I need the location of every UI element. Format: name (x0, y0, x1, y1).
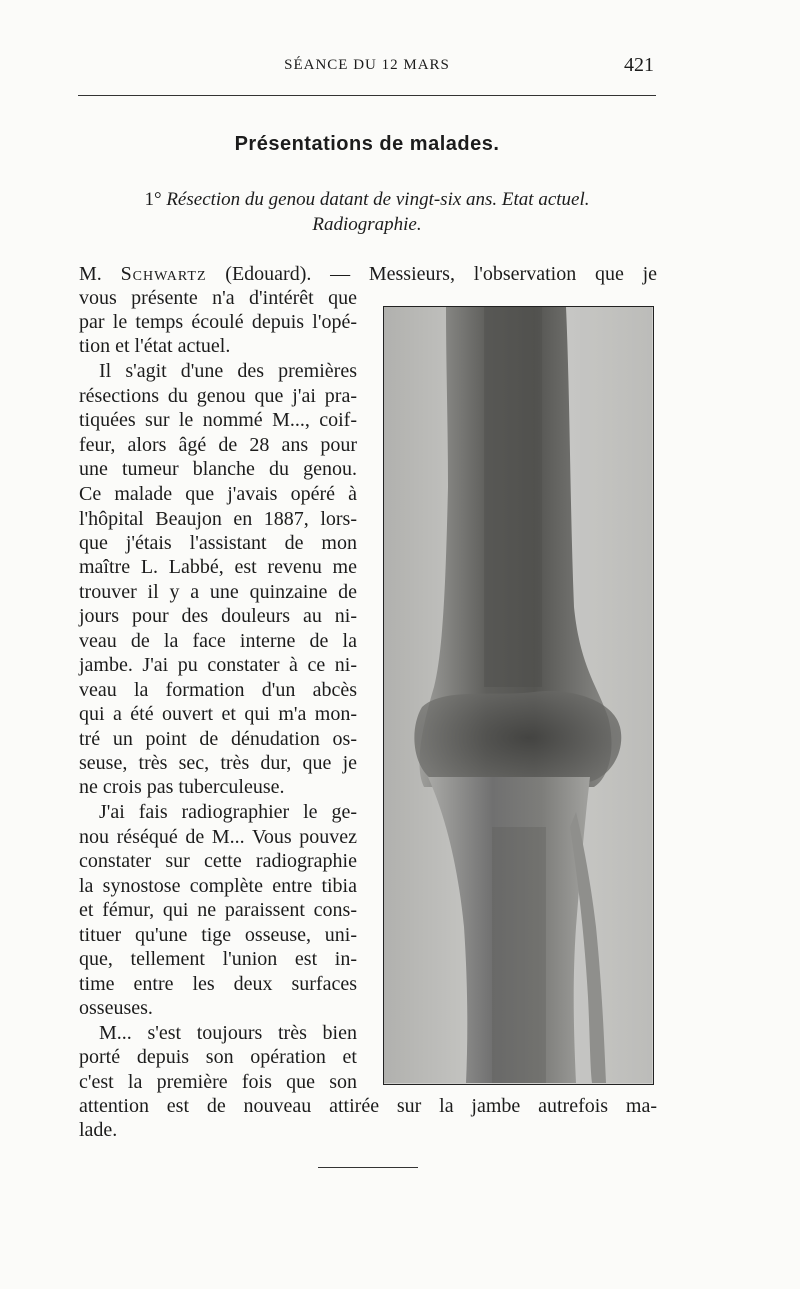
subheading-number: 1° (144, 189, 162, 210)
body-line: une tumeur blanche du genou. (79, 458, 357, 480)
knee-radiograph (383, 306, 654, 1085)
speaker-line (79, 262, 657, 286)
body-line: que j'étais l'assistant de mon (79, 532, 357, 554)
body-line: trouver il y a une quinzaine de (79, 581, 357, 603)
body-line: tré un point de dénudation os- (79, 728, 357, 750)
body-line: M... s'est toujours très bien (99, 1022, 357, 1044)
body-line: veau la formation d'un abcès (79, 679, 357, 701)
body-line: la synostose complète entre tibia (79, 875, 357, 897)
running-title: SÉANCE DU 12 MARS (284, 57, 450, 73)
body-line: jambe. J'ai pu constater à ce ni- (79, 654, 357, 676)
body-line: c'est la première fois que son (79, 1071, 357, 1093)
body-line: vous présente n'a d'intérêt que (79, 287, 357, 309)
body-line: maître L. Labbé, est revenu me (79, 556, 357, 578)
body-line: qui a été ouvert et qui m'a mon- (79, 703, 357, 725)
header-rule (78, 95, 656, 96)
body-line: lade. (79, 1119, 118, 1141)
body-line: porté depuis son opération et (79, 1046, 357, 1068)
end-rule (318, 1167, 418, 1168)
body-line: J'ai fais radiographier le ge- (99, 801, 357, 823)
body-line: l'hôpital Beaujon en 1887, lors- (79, 508, 357, 530)
subheading-title: Résection du genou datant de vingt-six ans. Etat actuel. (166, 189, 590, 210)
body-line: ne crois pas tuberculeuse. (79, 776, 285, 798)
speaker-rest: (Edouard). — Messieurs, l'observation que je (225, 263, 658, 285)
body-line: veau de la face interne de la (79, 630, 357, 652)
running-head (78, 54, 656, 78)
subheading (78, 187, 656, 237)
body-line: par le temps écoulé depuis l'opé- (79, 311, 357, 333)
subheading-line-1 (78, 187, 656, 212)
section-heading: Présentations de malades. (234, 133, 500, 155)
body-line: osseuses. (79, 997, 153, 1019)
body-line: tion et l'état actuel. (79, 335, 231, 357)
body-line: résections du genou que j'ai pra- (79, 385, 357, 407)
speaker-name: Schwartz (120, 263, 207, 285)
body-line: feur, alors âgé de 28 ans pour (79, 434, 357, 456)
body-line: nou réséqué de M... Vous pouvez (79, 826, 357, 848)
body-line: tituer qu'une tige osseuse, uni- (79, 924, 357, 946)
page-number: 421 (624, 54, 654, 76)
radiograph-image (384, 307, 652, 1083)
speaker-prefix: M. (79, 263, 102, 285)
subheading-line-2: Radiographie. (312, 214, 422, 235)
body-line: que, tellement l'union est in- (79, 948, 357, 970)
body-line: constater sur cette radiographie (79, 850, 357, 872)
body-line: tiquées sur le nommé M..., coif- (79, 409, 357, 431)
body-line: Il s'agit d'une des premières (99, 360, 357, 382)
body-line: Ce malade que j'avais opéré à (79, 483, 357, 505)
body-line: et fémur, qui ne paraissent cons- (79, 899, 357, 921)
body-line: seuse, très sec, très dur, que je (79, 752, 357, 774)
body-line: jours pour des douleurs au ni- (79, 605, 357, 627)
body-line: time entre les deux surfaces (79, 973, 357, 995)
body-line: attention est de nouveau attirée sur la jambe autrefois ma- (79, 1095, 657, 1117)
